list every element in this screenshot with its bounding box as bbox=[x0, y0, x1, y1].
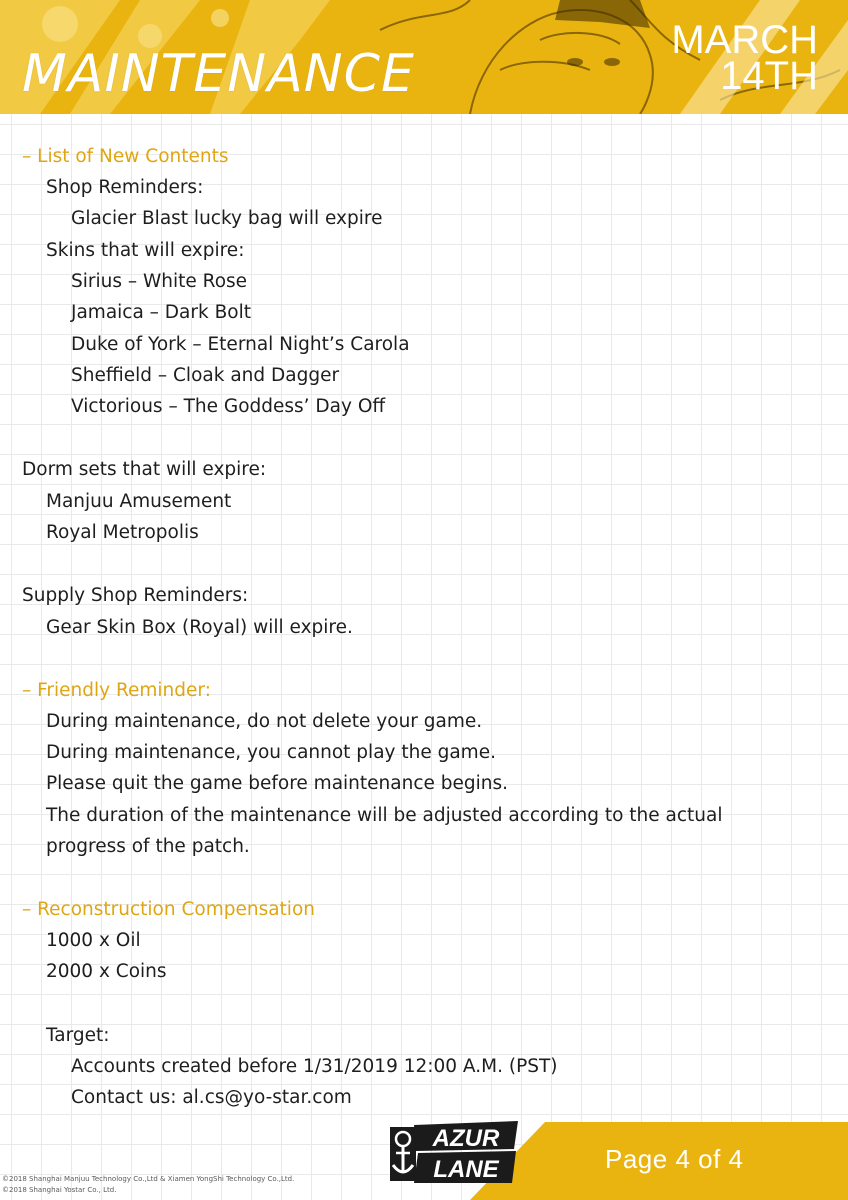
supply-item: Gear Skin Box (Royal) will expire. bbox=[46, 617, 353, 638]
skin-item: Sirius – White Rose bbox=[71, 271, 248, 292]
compensation-heading: – Reconstruction Compensation bbox=[22, 899, 315, 920]
maintenance-date bbox=[671, 18, 818, 98]
date-day: 14TH bbox=[720, 54, 818, 98]
logo-text-bottom: LANE bbox=[433, 1156, 499, 1183]
dorm-sets-label: Dorm sets that will expire: bbox=[22, 459, 267, 480]
page-title: MAINTENANCE bbox=[22, 44, 415, 104]
page-indicator: Page 4 of 4 bbox=[605, 1144, 744, 1174]
skins-label: Skins that will expire: bbox=[46, 240, 245, 261]
skin-item: Jamaica – Dark Bolt bbox=[71, 302, 251, 323]
target-label: Target: bbox=[46, 1025, 110, 1046]
reminder-line: During maintenance, you cannot play the game. bbox=[46, 742, 496, 763]
contact-line: Contact us: al.cs@yo-star.com bbox=[71, 1087, 352, 1108]
supply-shop-label: Supply Shop Reminders: bbox=[22, 585, 249, 606]
compensation-item: 2000 x Coins bbox=[46, 961, 167, 982]
new-contents-heading: – List of New Contents bbox=[22, 146, 229, 167]
reminder-line: progress of the patch. bbox=[46, 836, 250, 857]
date-month: MARCH bbox=[671, 18, 818, 62]
skin-item: Sheffield – Cloak and Dagger bbox=[71, 365, 340, 386]
copyright-line: ©2018 Shanghai Manjuu Technology Co.,Ltd & Xiamen YongShi Technology Co.,Ltd. bbox=[2, 1175, 295, 1183]
compensation-item: 1000 x Oil bbox=[46, 930, 141, 951]
logo-text-top: AZUR bbox=[432, 1125, 500, 1152]
friendly-reminder-heading: – Friendly Reminder: bbox=[22, 680, 211, 701]
shop-reminders-label: Shop Reminders: bbox=[46, 177, 204, 198]
reminder-line: During maintenance, do not delete your game. bbox=[46, 711, 483, 732]
anchor-icon bbox=[390, 1127, 416, 1181]
list-item: Glacier Blast lucky bag will expire bbox=[71, 208, 383, 229]
reminder-line: The duration of the maintenance will be adjusted according to the actual bbox=[46, 805, 723, 826]
reminder-line: Please quit the game before maintenance begins. bbox=[46, 773, 509, 794]
target-line: Accounts created before 1/31/2019 12:00 A.M. (PST) bbox=[71, 1056, 558, 1077]
azur-lane-logo bbox=[384, 1117, 522, 1187]
skin-item: Duke of York – Eternal Night’s Carola bbox=[71, 334, 410, 355]
skin-item: Victorious – The Goddess’ Day Off bbox=[71, 396, 386, 417]
dorm-set-item: Royal Metropolis bbox=[46, 522, 199, 543]
copyright-line: ©2018 Shanghai Yostar Co., Ltd. bbox=[2, 1186, 117, 1194]
header-banner bbox=[0, 0, 848, 114]
dorm-set-item: Manjuu Amusement bbox=[46, 491, 232, 512]
